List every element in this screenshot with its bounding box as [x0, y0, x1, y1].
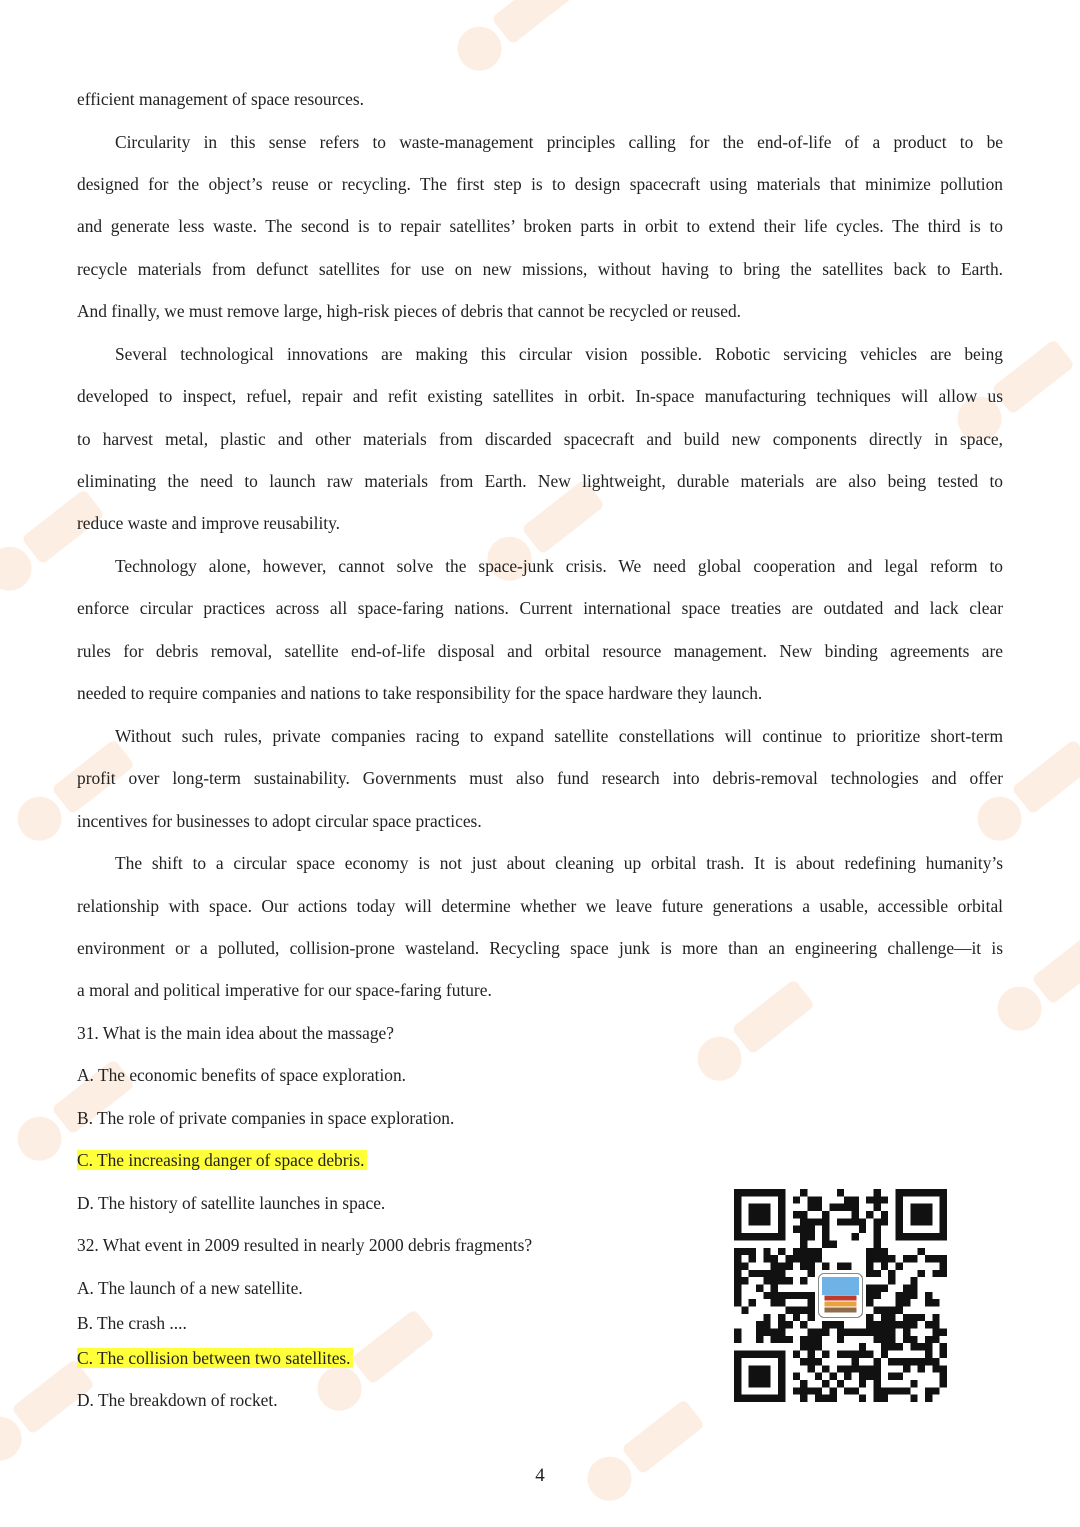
answer-option-highlighted	[77, 1148, 367, 1172]
qr-code	[734, 1189, 947, 1402]
answer-option: B. The crash ....	[77, 1313, 187, 1333]
passage-line: reduce waste and improve reusability.	[77, 513, 341, 533]
question-stem: 32. What event in 2009 resulted in nearly 2000 debris fragments?	[77, 1235, 533, 1255]
passage-line: to harvest metal, plastic and other materials from discarded spacecraft and build new components directly in space,	[77, 429, 1003, 449]
page-number: 4	[535, 1465, 545, 1486]
watermark-logo	[567, 1380, 723, 1521]
answer-option-highlighted	[77, 1346, 353, 1370]
watermark-logo	[677, 960, 833, 1101]
answer-option: B. The role of private companies in space exploration.	[77, 1108, 455, 1128]
passage-line: enforce circular practices across all space-faring nations. Current international space treaties are outdated and lack clear	[77, 598, 1003, 618]
qr-center-logo	[818, 1273, 862, 1317]
passage-line: needed to require companies and nations to take responsibility for the space hardware they launch.	[77, 683, 763, 703]
passage-line: designed for the object’s reuse or recycling. The first step is to design spacecraft using materials that minimize pollution	[77, 174, 1003, 194]
passage-line: profit over long-term sustainability. Governments must also fund research into debris-removal technologies and offer	[77, 768, 1003, 788]
answer-option: D. The history of satellite launches in space.	[77, 1193, 386, 1213]
passage-line: environment or a polluted, collision-prone wasteland. Recycling space junk is more than an engineering challenge—it is	[77, 938, 1003, 958]
passage-line: and generate less waste. The second is to repair satellites’ broken parts in orbit to extend their life cycles. The third is to	[77, 216, 1003, 236]
passage-line: Technology alone, however, cannot solve the space-junk crisis. We need global cooperation and legal reform to	[115, 556, 1003, 576]
passage-line: developed to inspect, refuel, repair and refit existing satellites in orbit. In-space manufacturing techniques will allow us	[77, 386, 1003, 406]
passage-line: a moral and political imperative for our space-faring future.	[77, 980, 492, 1000]
passage-line: The shift to a circular space economy is not just about cleaning up orbital trash. It is about redefining humanity’s	[115, 853, 1003, 873]
watermark-logo	[977, 910, 1080, 1051]
question-stem: 31. What is the main idea about the massage?	[77, 1023, 394, 1043]
passage-line: Without such rules, private companies racing to expand satellite constellations will continue to prioritize short-term	[115, 726, 1003, 746]
watermark-logo	[437, 0, 593, 92]
answer-option: A. The launch of a new satellite.	[77, 1278, 303, 1298]
passage-line: recycle materials from defunct satellites for use on new missions, without having to bring the satellites back to Earth.	[77, 259, 1003, 279]
passage-line: relationship with space. Our actions today will determine whether we leave future generations a usable, accessible orbital	[77, 896, 1003, 916]
passage-line: Circularity in this sense refers to waste-management principles calling for the end-of-life of a product to be	[115, 132, 1003, 152]
highlight-marker: C. The increasing danger of space debris.	[77, 1150, 365, 1170]
passage-line: efficient management of space resources.	[77, 89, 364, 109]
answer-option: D. The breakdown of rocket.	[77, 1390, 278, 1410]
highlight-marker: C. The collision between two satellites.	[77, 1348, 351, 1368]
passage-line: incentives for businesses to adopt circular space practices.	[77, 811, 482, 831]
answer-option: A. The economic benefits of space exploration.	[77, 1065, 407, 1085]
passage-line: And finally, we must remove large, high-risk pieces of debris that cannot be recycled or reused.	[77, 301, 742, 321]
passage-line: eliminating the need to launch raw materials from Earth. New lightweight, durable materials are also being tested to	[77, 471, 1003, 491]
passage-line: Several technological innovations are making this circular vision possible. Robotic servicing vehicles are being	[115, 344, 1003, 364]
passage-line: rules for debris removal, satellite end-of-life disposal and orbital resource management. New binding agreements are	[77, 641, 1003, 661]
